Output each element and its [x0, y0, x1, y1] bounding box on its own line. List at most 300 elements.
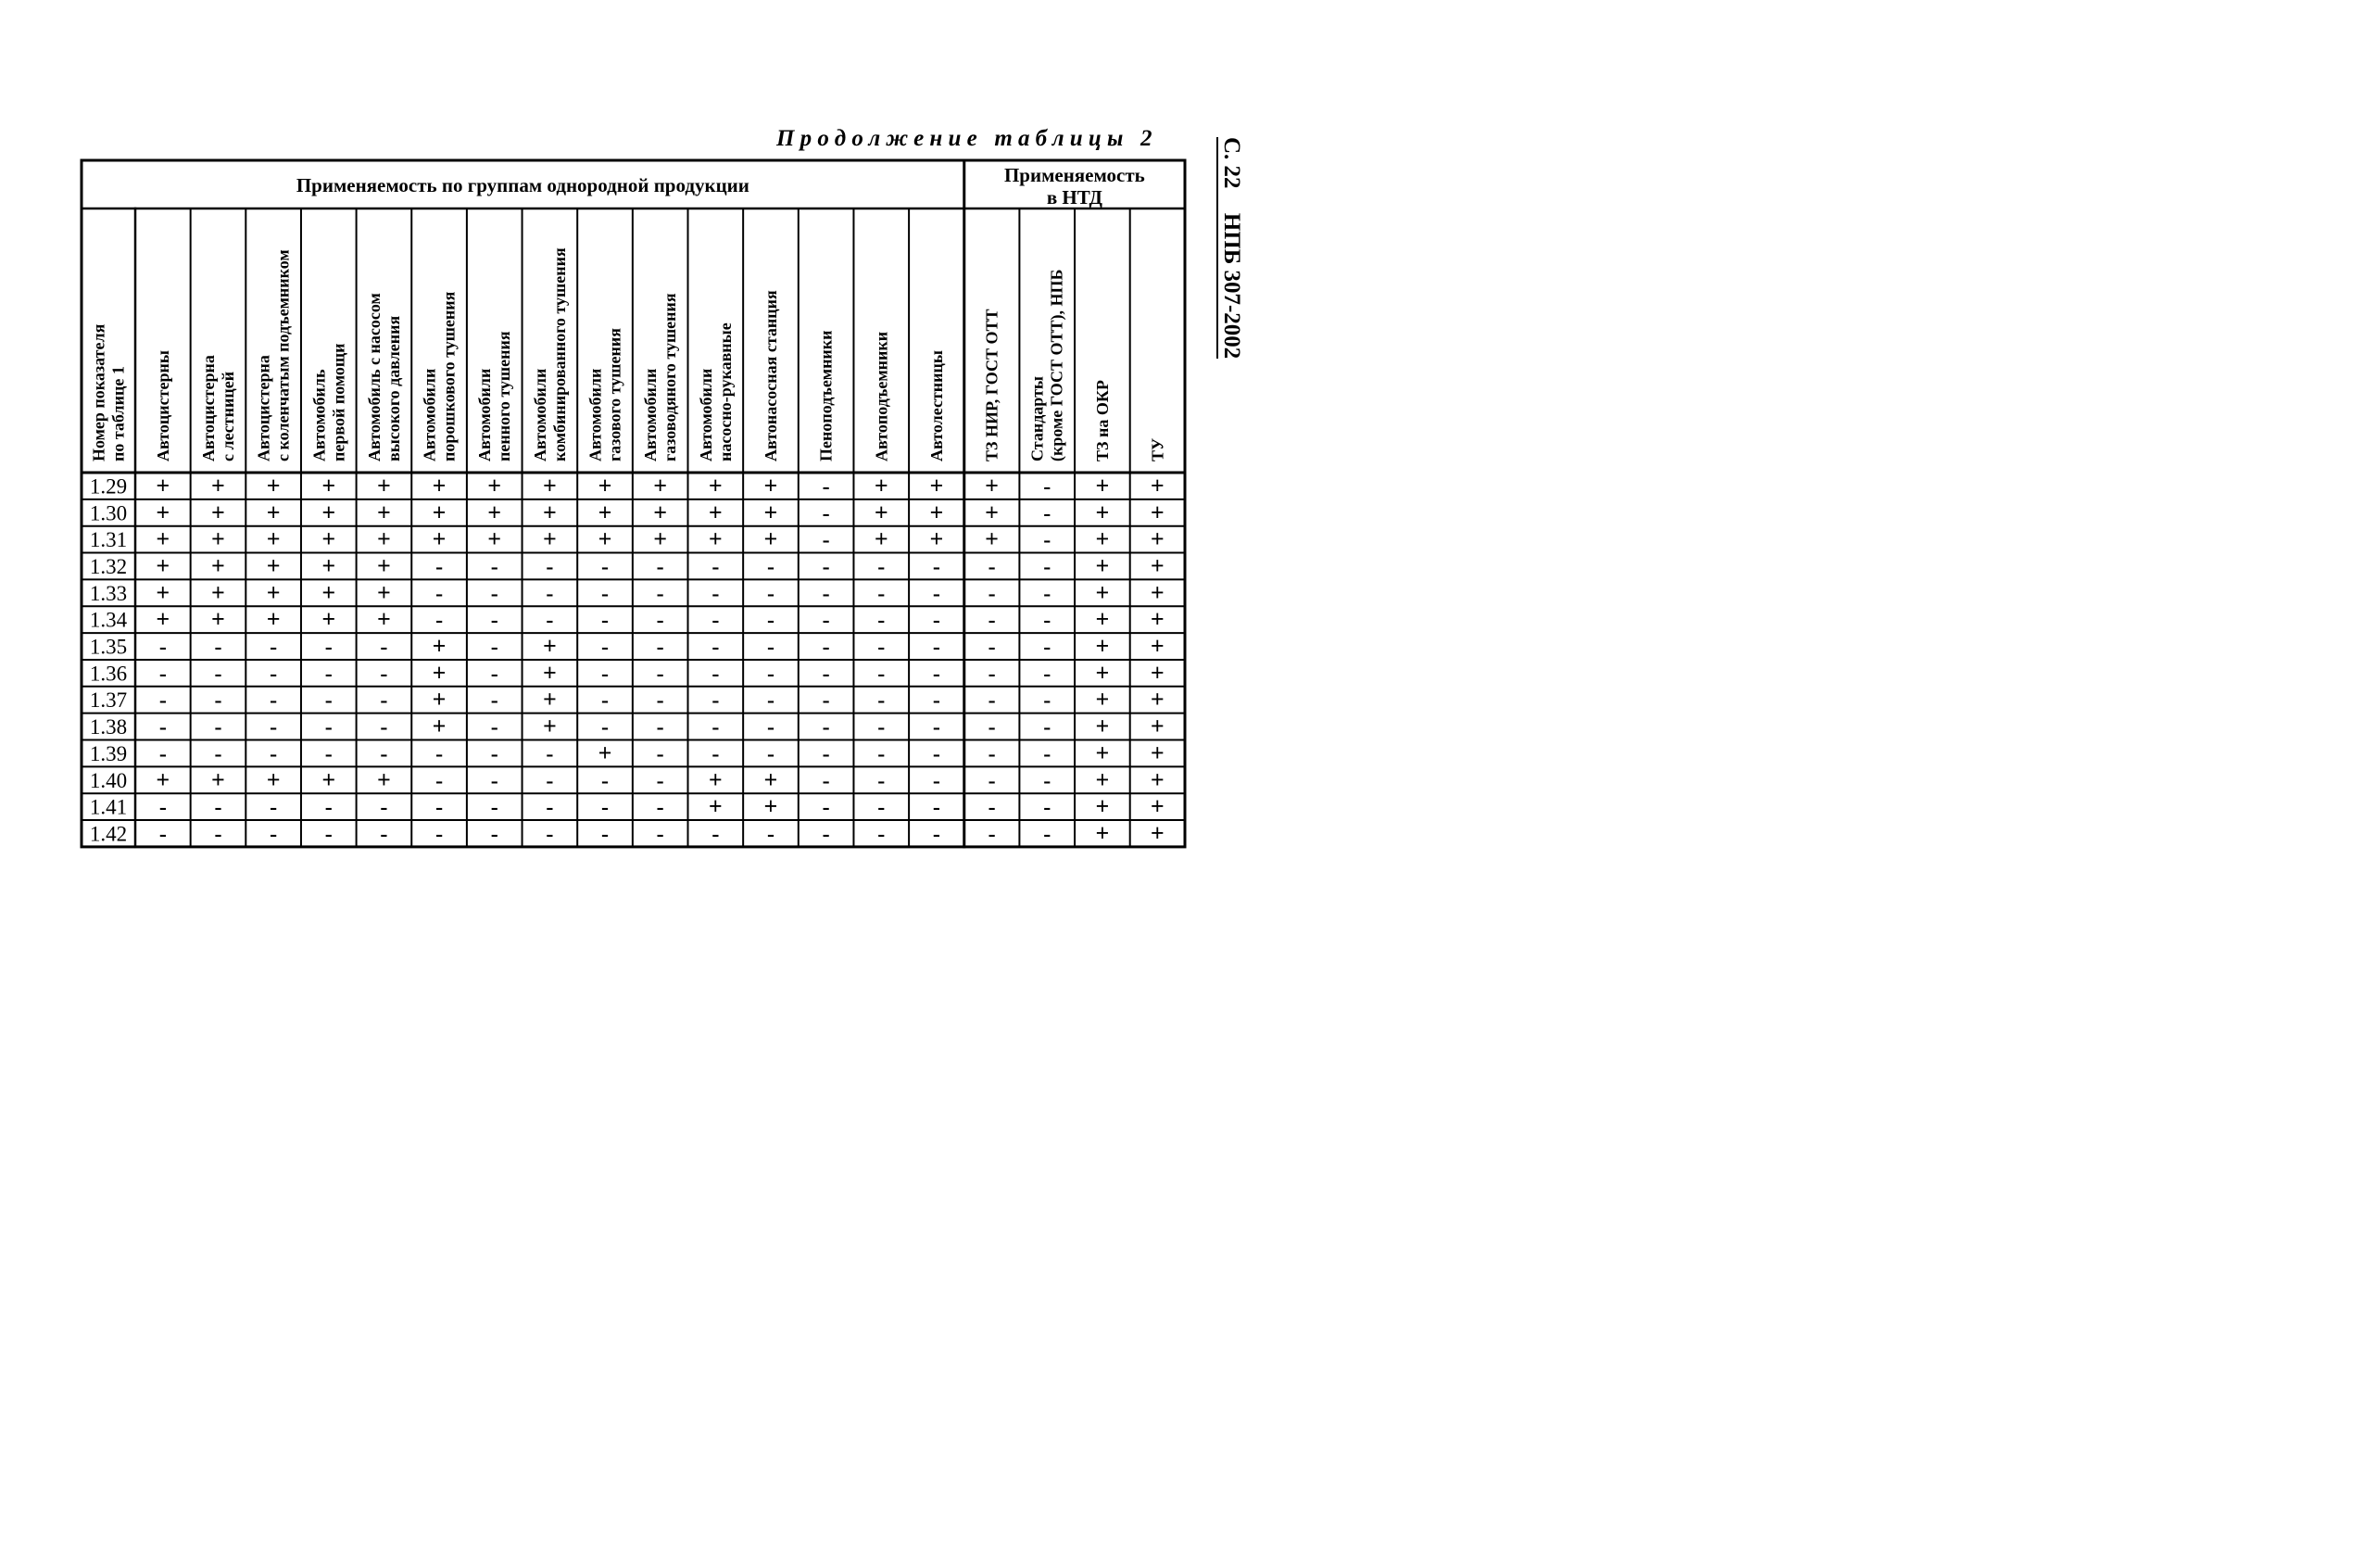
table-cell: -: [711, 662, 720, 687]
table-cell: +: [708, 792, 723, 820]
table-cell: +: [156, 578, 170, 606]
table-cell: -: [324, 662, 333, 687]
row-number: 1.41: [89, 795, 128, 819]
table-cell: -: [324, 741, 333, 766]
table-cell: -: [1043, 608, 1051, 633]
column-header: Стандарты(кроме ГОСТ ОТТ), НПБ: [1027, 269, 1066, 461]
table-cell: +: [1150, 525, 1165, 553]
table-cell: +: [211, 551, 225, 579]
table-cell: -: [932, 768, 940, 793]
table-cell: -: [490, 554, 498, 579]
table-cell: -: [988, 688, 996, 714]
table-cell: +: [1095, 659, 1110, 687]
table-cell: -: [988, 554, 996, 579]
table-cell: -: [711, 608, 720, 633]
document-code: НПБ 307-2002: [1219, 212, 1244, 360]
table-cell: -: [546, 741, 554, 766]
table-cell: +: [1150, 632, 1165, 660]
table-cell: -: [822, 741, 830, 766]
table-cell: +: [1150, 713, 1165, 740]
table-cell: +: [1150, 578, 1165, 606]
table-cell: -: [1043, 528, 1051, 553]
table-cell: +: [321, 578, 336, 606]
table-cell: -: [324, 715, 333, 740]
table-cell: -: [822, 474, 830, 499]
column-header: Пеноподъемники: [816, 330, 836, 461]
table-cell: +: [874, 472, 888, 499]
table-cell: -: [490, 662, 498, 687]
table-cell: -: [766, 554, 774, 579]
table-cell: -: [380, 688, 388, 714]
table-cell: +: [377, 578, 391, 606]
table-cell: -: [1043, 581, 1051, 606]
table-cell: -: [490, 741, 498, 766]
table-cell: -: [988, 795, 996, 820]
table-cell: +: [542, 686, 557, 714]
row-number: 1.37: [89, 688, 128, 713]
table-cell: -: [822, 608, 830, 633]
table-cell: -: [1043, 822, 1051, 847]
table-cell: +: [653, 472, 668, 499]
table-cell: -: [546, 768, 554, 793]
table-cell: -: [656, 822, 664, 847]
table-cell: +: [432, 659, 447, 687]
table-cell: -: [988, 768, 996, 793]
table-cell: -: [490, 768, 498, 793]
table-cell: -: [932, 581, 940, 606]
table-cell: +: [1095, 551, 1110, 579]
table-cell: +: [321, 765, 336, 793]
table-cell: -: [656, 715, 664, 740]
table-cell: -: [711, 635, 720, 660]
column-header: Номер показателяпо таблице 1: [89, 323, 128, 461]
table-cell: +: [1095, 578, 1110, 606]
column-header: Автомобильпервой помощи: [309, 343, 348, 461]
column-header: Автонасосная станция: [761, 290, 780, 461]
table-cell: -: [214, 795, 222, 820]
table-cell: +: [487, 525, 502, 553]
table-cell: +: [321, 525, 336, 553]
table-cell: -: [601, 662, 610, 687]
table-cell: +: [432, 499, 447, 526]
page-number: С. 22: [1219, 137, 1244, 189]
row-number: 1.32: [89, 554, 128, 578]
table-cell: -: [546, 554, 554, 579]
table-cell: -: [601, 768, 610, 793]
table-cell: +: [708, 472, 723, 499]
table-cell: -: [435, 768, 444, 793]
table-cell: -: [822, 822, 830, 847]
table-cell: +: [266, 525, 281, 553]
row-number: 1.29: [89, 474, 128, 499]
table-cell: -: [380, 715, 388, 740]
column-header: Автомобилигазоводяного тушения: [641, 293, 680, 461]
table-cell: +: [1150, 819, 1165, 847]
column-header: Автоцистерны: [153, 350, 172, 461]
table-cell: +: [432, 686, 447, 714]
group-header-ntd: Применяемость в НТД: [1003, 164, 1145, 208]
table-cell: +: [1150, 792, 1165, 820]
table-cell: -: [711, 715, 720, 740]
table-cell: -: [656, 741, 664, 766]
table-cell: -: [656, 768, 664, 793]
table-cell: +: [321, 472, 336, 499]
table-cell: +: [266, 605, 281, 633]
table-cell: -: [324, 635, 333, 660]
table-cell: +: [1095, 686, 1110, 714]
table-cell: +: [1095, 819, 1110, 847]
table-cell: -: [490, 715, 498, 740]
table-cell: +: [1150, 472, 1165, 499]
table-cell: -: [656, 635, 664, 660]
table-cell: +: [929, 499, 944, 526]
table-cell: +: [211, 525, 225, 553]
table-cell: -: [324, 795, 333, 820]
table-cell: -: [270, 635, 278, 660]
table-cell: +: [1095, 499, 1110, 526]
table-cell: -: [601, 635, 610, 660]
row-number: 1.33: [89, 581, 128, 605]
table-cell: +: [653, 525, 668, 553]
table-cell: +: [1095, 739, 1110, 766]
table-cell: +: [156, 472, 170, 499]
table-cell: -: [656, 608, 664, 633]
continuation-caption: Продолжение таблицы 2: [776, 126, 1158, 151]
table-cell: +: [708, 765, 723, 793]
table-cell: -: [932, 795, 940, 820]
table-cell: +: [156, 499, 170, 526]
table-cell: +: [598, 525, 612, 553]
table-cell: -: [1043, 554, 1051, 579]
table-cell: -: [656, 662, 664, 687]
table-cell: +: [377, 525, 391, 553]
table-cell: +: [1150, 499, 1165, 526]
column-header: Автомобилипорошкового тушения: [420, 291, 459, 461]
table-cell: -: [435, 822, 444, 847]
column-header: Автоцистернас лестницей: [198, 355, 237, 461]
table-cell: -: [214, 635, 222, 660]
table-cell: +: [598, 499, 612, 526]
table-cell: +: [321, 551, 336, 579]
row-number: 1.42: [89, 822, 128, 846]
table-cell: -: [766, 608, 774, 633]
table-cell: -: [490, 635, 498, 660]
row-number: 1.31: [89, 528, 128, 552]
table-cell: +: [1150, 659, 1165, 687]
table-cell: +: [1150, 686, 1165, 714]
table-cell: +: [763, 472, 778, 499]
table-cell: +: [266, 765, 281, 793]
table-cell: +: [211, 605, 225, 633]
table-cell: -: [1043, 501, 1051, 526]
table-cell: -: [1043, 688, 1051, 714]
table-cell: +: [985, 499, 999, 526]
table-cell: +: [377, 499, 391, 526]
table-cell: -: [822, 768, 830, 793]
table-cell: +: [1150, 739, 1165, 766]
table-cell: -: [158, 662, 167, 687]
table-cell: -: [932, 635, 940, 660]
table-cell: -: [932, 741, 940, 766]
table-cell: +: [487, 472, 502, 499]
row-number: 1.39: [89, 741, 128, 765]
table-cell: -: [601, 822, 610, 847]
table-cell: -: [601, 581, 610, 606]
table-cell: +: [708, 525, 723, 553]
table-cell: -: [656, 688, 664, 714]
table-cell: +: [156, 765, 170, 793]
table-cell: +: [432, 713, 447, 740]
table-cell: -: [490, 608, 498, 633]
table-cell: -: [270, 822, 278, 847]
table-cell: -: [988, 635, 996, 660]
table-cell: +: [266, 578, 281, 606]
column-header: ТЗ на ОКР: [1092, 380, 1112, 461]
table-cell: -: [656, 795, 664, 820]
table-cell: -: [822, 715, 830, 740]
row-number: 1.30: [89, 501, 128, 525]
row-number: 1.40: [89, 768, 128, 792]
table-cell: -: [214, 662, 222, 687]
table-cell: -: [932, 608, 940, 633]
table-cell: +: [211, 499, 225, 526]
table-cell: +: [377, 605, 391, 633]
column-header: Автомобилипенного тушения: [475, 331, 514, 461]
table-cell: +: [1095, 713, 1110, 740]
table-cell: -: [490, 795, 498, 820]
table-cell: -: [601, 795, 610, 820]
table-cell: -: [601, 554, 610, 579]
table-cell: -: [766, 581, 774, 606]
column-header: Автомобиль с насосомвысокого давления: [364, 293, 403, 461]
table-cell: -: [711, 822, 720, 847]
table-cell: -: [711, 554, 720, 579]
table-cell: -: [546, 581, 554, 606]
table-cell: +: [156, 605, 170, 633]
table-cell: -: [877, 635, 886, 660]
table-cell: -: [601, 608, 610, 633]
column-header: Автомобиликомбинированного тушения: [530, 247, 569, 461]
table-cell: -: [766, 688, 774, 714]
table-cell: -: [877, 688, 886, 714]
table-cell: +: [211, 765, 225, 793]
table-cell: +: [542, 632, 557, 660]
table-cell: +: [1095, 525, 1110, 553]
table-cell: -: [988, 741, 996, 766]
table-cell: -: [546, 795, 554, 820]
table-cell: +: [1095, 765, 1110, 793]
table-cell: -: [1043, 635, 1051, 660]
table-cell: -: [270, 688, 278, 714]
table-cell: +: [211, 472, 225, 499]
table-cell: -: [877, 715, 886, 740]
table-cell: -: [435, 608, 444, 633]
row-number: 1.38: [89, 715, 128, 739]
table-cell: -: [435, 581, 444, 606]
table-cell: -: [1043, 795, 1051, 820]
table-cell: +: [1095, 792, 1110, 820]
table-cell: -: [988, 715, 996, 740]
table-cell: -: [877, 581, 886, 606]
table-cell: +: [985, 472, 999, 499]
table-cell: +: [377, 765, 391, 793]
table-cell: +: [542, 525, 557, 553]
table-cell: -: [766, 662, 774, 687]
table-cell: -: [988, 662, 996, 687]
table-cell: +: [542, 713, 557, 740]
table-cell: -: [822, 662, 830, 687]
table-cell: +: [763, 792, 778, 820]
table-cell: +: [266, 551, 281, 579]
column-header: Автомобилинасосно-рукавные: [696, 322, 735, 461]
table-cell: -: [546, 608, 554, 633]
column-header: Автолестницы: [926, 350, 946, 461]
table-cell: -: [490, 822, 498, 847]
column-header: Автомобилигазового тушения: [586, 328, 624, 461]
table-cell: -: [214, 741, 222, 766]
table-cell: +: [985, 525, 999, 553]
table-cell: -: [932, 715, 940, 740]
table-cell: -: [435, 554, 444, 579]
table-cell: +: [1095, 472, 1110, 499]
table-cell: -: [932, 662, 940, 687]
table-cell: -: [158, 688, 167, 714]
table-cell: +: [763, 525, 778, 553]
table-cell: -: [270, 741, 278, 766]
table-cell: -: [158, 715, 167, 740]
table-cell: +: [377, 472, 391, 499]
table-cell: -: [158, 741, 167, 766]
column-header: ТУ: [1148, 437, 1167, 461]
table-cell: -: [877, 795, 886, 820]
table-cell: +: [653, 499, 668, 526]
table-cell: -: [324, 688, 333, 714]
table-cell: -: [711, 581, 720, 606]
table-cell: +: [321, 605, 336, 633]
table-cell: -: [766, 715, 774, 740]
table-cell: +: [708, 499, 723, 526]
table-cell: +: [377, 551, 391, 579]
table-cell: -: [822, 688, 830, 714]
table-cell: -: [988, 822, 996, 847]
table-cell: -: [380, 741, 388, 766]
table-cell: +: [156, 551, 170, 579]
table-cell: -: [490, 688, 498, 714]
table-cell: -: [435, 741, 444, 766]
table-cell: -: [988, 608, 996, 633]
table-cell: +: [487, 499, 502, 526]
table-cell: +: [1150, 551, 1165, 579]
table-cell: +: [763, 499, 778, 526]
table-cell: -: [988, 581, 996, 606]
table-cell: +: [1150, 605, 1165, 633]
table-cell: -: [877, 822, 886, 847]
table-cell: -: [1043, 715, 1051, 740]
table-cell: +: [432, 525, 447, 553]
table-cell: -: [822, 554, 830, 579]
table-cell: +: [266, 499, 281, 526]
table-cell: +: [929, 472, 944, 499]
table-cell: +: [211, 578, 225, 606]
table-cell: +: [542, 499, 557, 526]
table-cell: -: [435, 795, 444, 820]
table-cell: -: [1043, 662, 1051, 687]
table-cell: -: [490, 581, 498, 606]
table-cell: +: [598, 472, 612, 499]
table-cell: -: [1043, 768, 1051, 793]
table-cell: -: [766, 635, 774, 660]
table-cell: -: [270, 795, 278, 820]
table-cell: -: [877, 554, 886, 579]
table-cell: -: [1043, 474, 1051, 499]
table-cell: -: [932, 822, 940, 847]
table-cell: -: [822, 501, 830, 526]
table-cell: -: [380, 822, 388, 847]
table-cell: -: [601, 715, 610, 740]
applicability-table: [80, 158, 1188, 856]
table-grid: [80, 158, 1188, 852]
column-header: Автоподъемники: [872, 331, 891, 461]
table-cell: -: [601, 688, 610, 714]
table-cell: +: [432, 632, 447, 660]
table-cell: +: [266, 472, 281, 499]
table-cell: -: [711, 688, 720, 714]
table-cell: +: [763, 765, 778, 793]
page-running-header: [1216, 137, 1244, 359]
table-cell: -: [324, 822, 333, 847]
table-cell: -: [822, 795, 830, 820]
table-cell: +: [321, 499, 336, 526]
row-number: 1.35: [89, 635, 128, 659]
table-cell: +: [1150, 765, 1165, 793]
table-cell: -: [214, 822, 222, 847]
table-cell: -: [380, 635, 388, 660]
table-cell: +: [874, 525, 888, 553]
table-cell: +: [1095, 605, 1110, 633]
table-cell: -: [380, 795, 388, 820]
table-cell: -: [877, 768, 886, 793]
table-cell: +: [1095, 632, 1110, 660]
group-header-product: Применяемость по группам однородной продукции: [296, 174, 749, 196]
table-cell: -: [214, 688, 222, 714]
table-cell: +: [929, 525, 944, 553]
table-cell: -: [822, 528, 830, 553]
table-cell: -: [158, 795, 167, 820]
table-cell: -: [656, 554, 664, 579]
table-cell: -: [711, 741, 720, 766]
table-cell: -: [766, 822, 774, 847]
table-cell: -: [380, 662, 388, 687]
row-number: 1.36: [89, 662, 128, 686]
table-cell: -: [158, 822, 167, 847]
table-cell: -: [270, 715, 278, 740]
table-cell: -: [214, 715, 222, 740]
table-cell: -: [270, 662, 278, 687]
table-cell: -: [766, 741, 774, 766]
table-cell: -: [877, 608, 886, 633]
column-header: ТЗ НИР, ГОСТ ОТТ: [982, 309, 1001, 461]
table-cell: +: [156, 525, 170, 553]
table-cell: +: [542, 659, 557, 687]
table-cell: -: [932, 554, 940, 579]
column-header: Автоцистернас коленчатым подъемником: [254, 249, 293, 461]
table-cell: +: [432, 472, 447, 499]
table-cell: -: [546, 822, 554, 847]
table-cell: -: [877, 741, 886, 766]
table-cell: +: [874, 499, 888, 526]
table-cell: -: [158, 635, 167, 660]
row-number: 1.34: [89, 608, 128, 632]
